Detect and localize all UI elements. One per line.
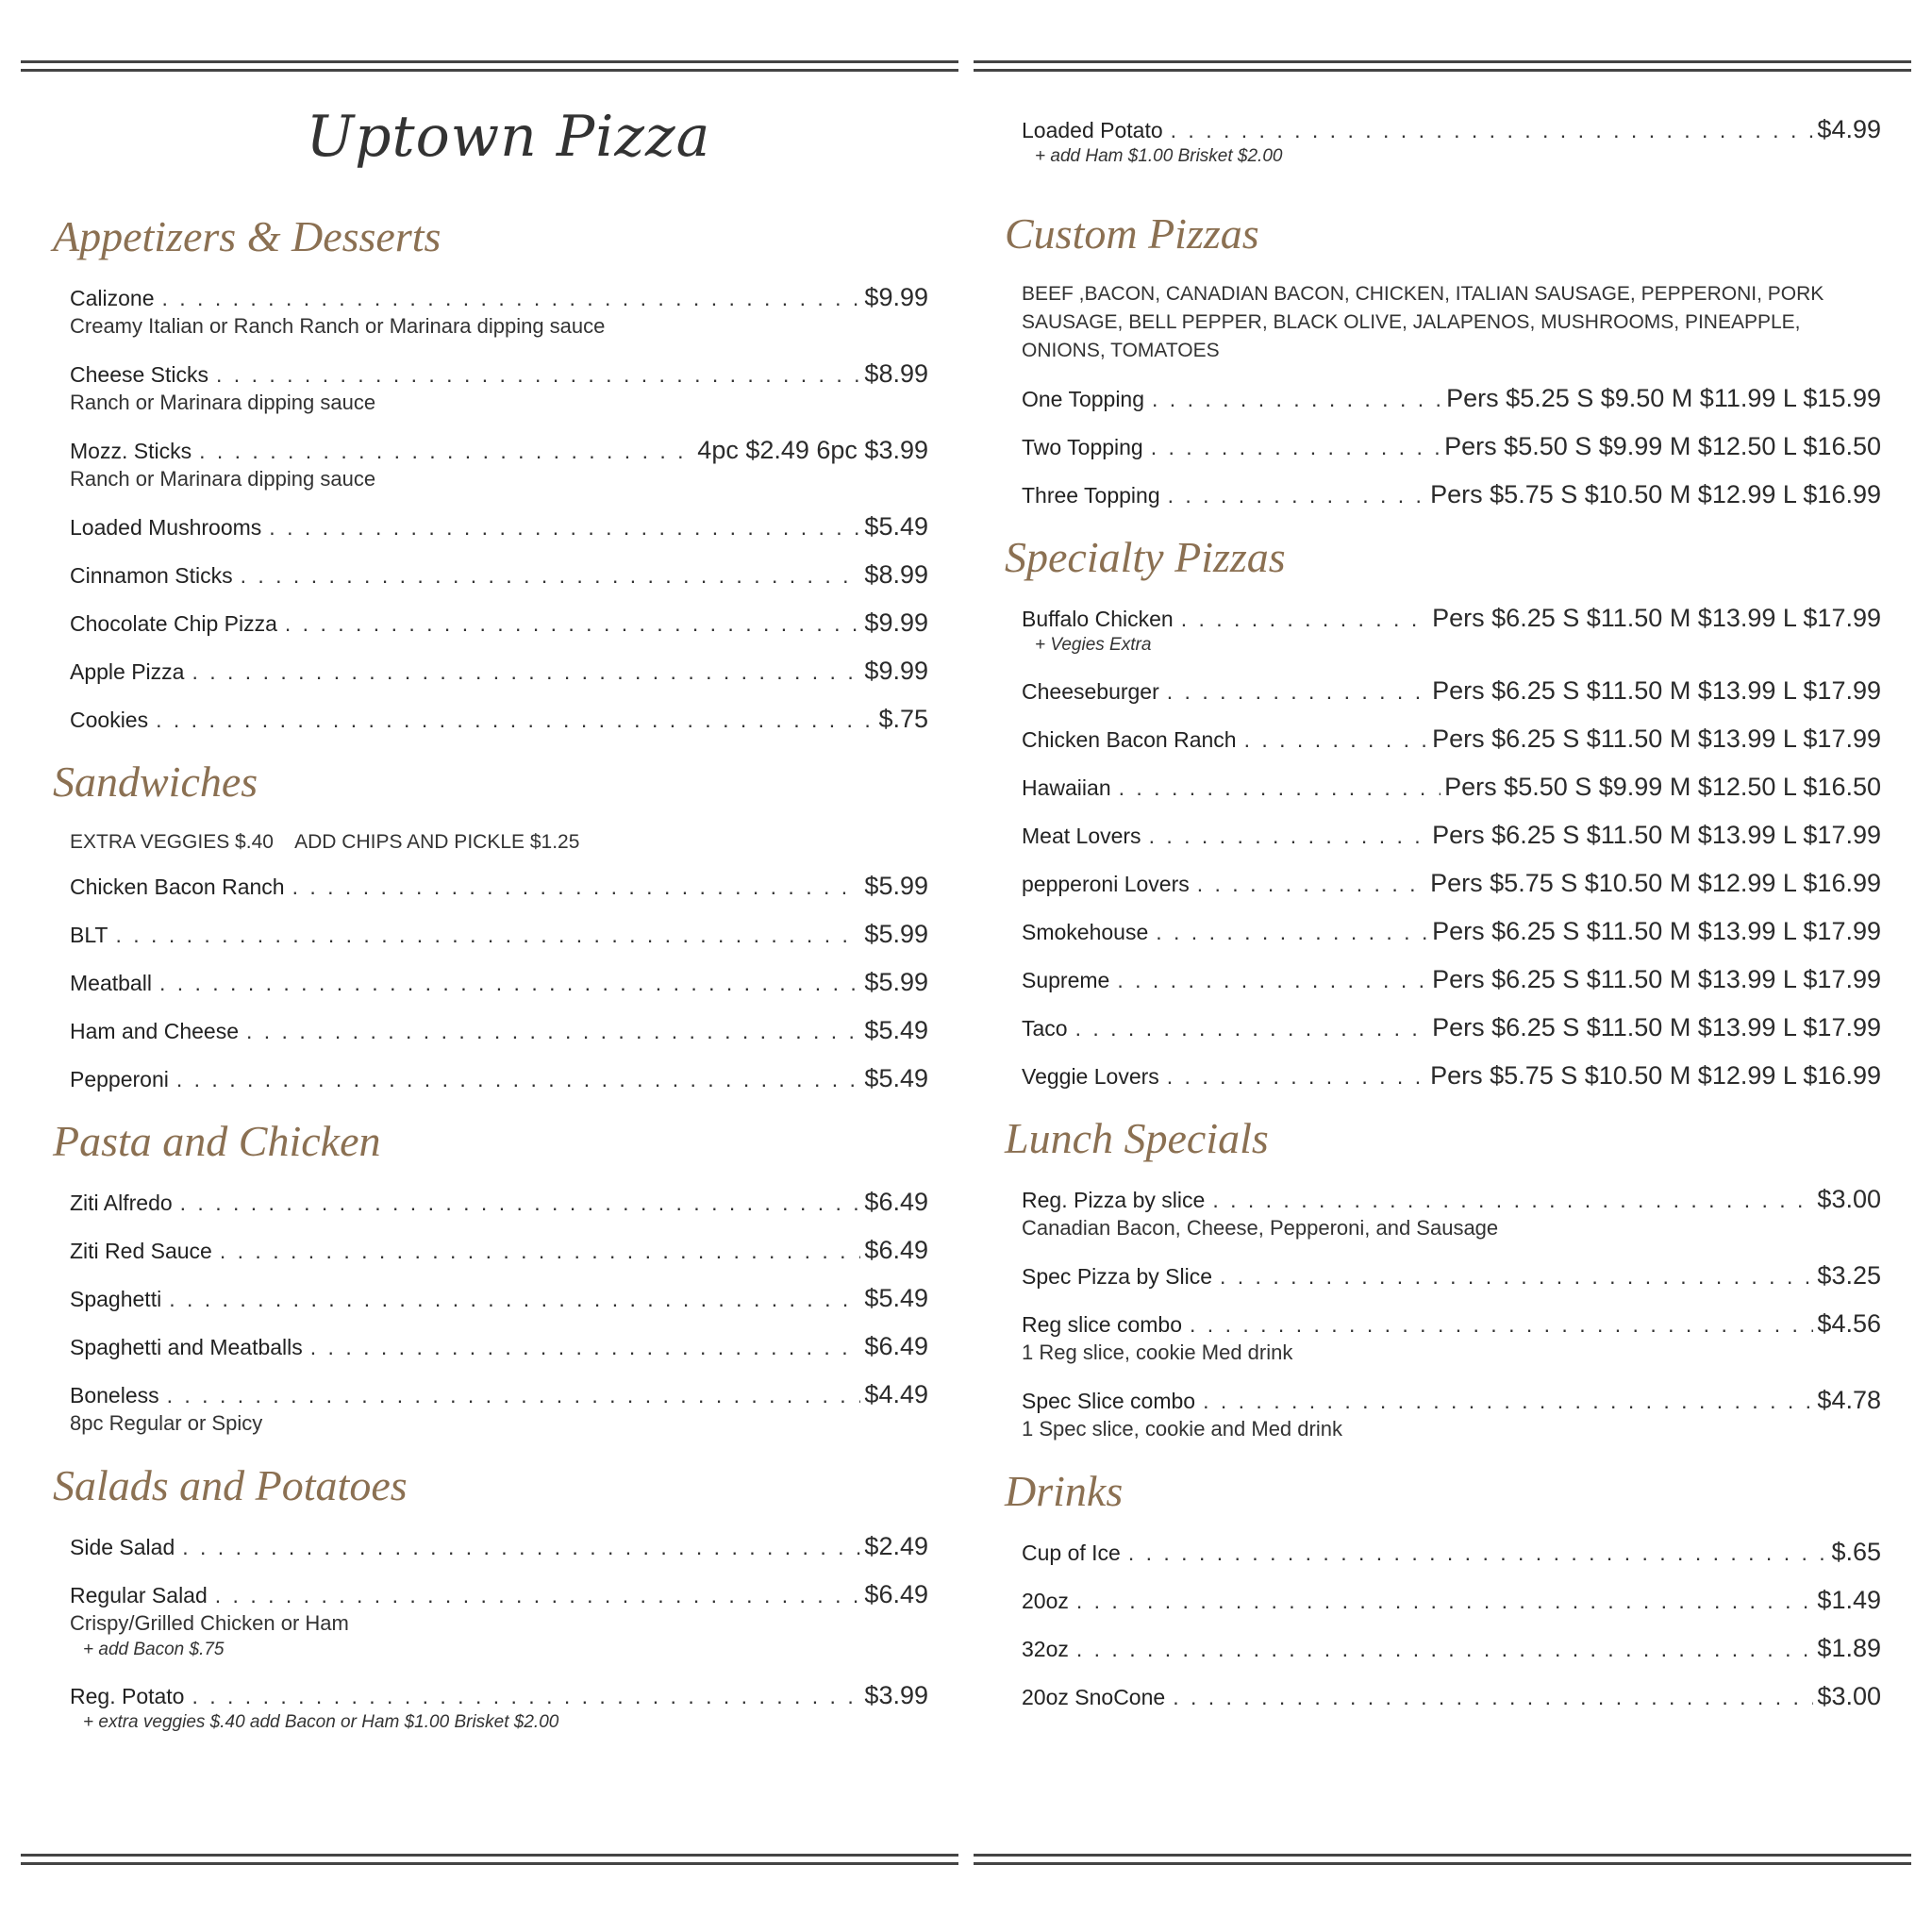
menu-item (1022, 1386, 1881, 1443)
leader-dots (269, 513, 860, 541)
item-price: $3.00 (1817, 1682, 1881, 1710)
item-name: Calizone (70, 286, 155, 310)
menu-item (1022, 1682, 1881, 1711)
leader-dots (1151, 433, 1441, 461)
menu-item (70, 1236, 928, 1265)
menu-item (1022, 1538, 1881, 1567)
leader-dots (1220, 1262, 1813, 1291)
item-price: Pers $6.25 S $11.50 M $13.99 L $17.99 (1432, 724, 1881, 753)
menu-item (1022, 676, 1881, 706)
section-specialty-pizzas (1005, 530, 1881, 1091)
item-description: 8pc Regular or Spicy (70, 1411, 263, 1435)
menu-item (70, 1380, 928, 1438)
item-note: + Vegies Extra (1035, 635, 1152, 655)
section-title-specialty-pizzas: Specialty Pizzas (1005, 533, 1286, 581)
custom-toppings-list: BEEF ,BACON, CANADIAN BACON, CHICKEN, ITALIAN SAUSAGE, PEPPERONI, PORK SAUSAGE, BELL PEPPER, BLACK OLIVE, JALAPENOS, MUSHROOMS, PINEAPPLE, ONIONS, TOMATOES (1022, 283, 1824, 361)
item-name: Buffalo Chicken (1022, 607, 1174, 631)
menu-item (70, 1064, 928, 1093)
menu-item (1022, 724, 1881, 754)
item-price: $5.49 (864, 512, 928, 541)
leader-dots (1152, 385, 1442, 413)
leader-dots (1076, 1587, 1814, 1615)
item-price: $8.99 (864, 560, 928, 589)
menu-item (1022, 1061, 1881, 1091)
item-price: $6.49 (864, 1332, 928, 1360)
leader-dots (1119, 774, 1441, 802)
item-name: Mozz. Sticks (70, 439, 192, 463)
menu-item-loaded-potato (1022, 115, 1881, 169)
item-description: Ranch or Marinara dipping sauce (70, 391, 376, 414)
top-rule-right (974, 60, 1911, 72)
item-name: Two Topping (1022, 435, 1143, 459)
item-description: Canadian Bacon, Cheese, Pepperoni, and Sausage (1022, 1216, 1499, 1240)
section-custom-pizzas (1005, 207, 1881, 509)
leader-dots (241, 561, 861, 590)
item-price: Pers $6.25 S $11.50 M $13.99 L $17.99 (1432, 676, 1881, 705)
item-name: Supreme (1022, 968, 1110, 992)
item-name: BLT (70, 923, 108, 947)
leader-dots (215, 1581, 861, 1609)
leader-dots (159, 969, 860, 997)
leader-dots (192, 658, 860, 686)
item-price: $9.99 (864, 283, 928, 311)
item-name: 20oz SnoCone (1022, 1685, 1166, 1709)
item-name: Pepperoni (70, 1067, 169, 1091)
leader-dots (216, 360, 860, 389)
item-name: Reg slice combo (1022, 1312, 1183, 1337)
item-name: 32oz (1022, 1637, 1069, 1661)
leader-dots (1117, 966, 1428, 994)
item-price: $6.49 (864, 1236, 928, 1264)
right-column (1005, 115, 1881, 1732)
menu-item (1022, 1013, 1881, 1042)
item-name: Chicken Bacon Ranch (1022, 727, 1237, 752)
section-salads (53, 1458, 928, 1735)
item-name: Side Salad (70, 1535, 175, 1559)
item-name: Cup of Ice (1022, 1541, 1121, 1565)
leader-dots (1128, 1539, 1828, 1567)
leader-dots (1167, 1062, 1426, 1091)
menu-item (70, 1681, 928, 1735)
leader-dots (310, 1333, 861, 1361)
item-price: $9.99 (864, 608, 928, 637)
section-title-pasta: Pasta and Chicken (53, 1117, 381, 1165)
bottom-rule-left (21, 1854, 958, 1865)
menu-item (70, 1284, 928, 1313)
leader-dots (162, 284, 861, 312)
item-price: $1.49 (1817, 1586, 1881, 1614)
item-description: Crispy/Grilled Chicken or Ham (70, 1611, 349, 1635)
item-description: Ranch or Marinara dipping sauce (70, 467, 376, 491)
item-price: $4.56 (1817, 1309, 1881, 1338)
menu-item (70, 1016, 928, 1045)
menu-item (70, 968, 928, 997)
item-price: Pers $5.50 S $9.99 M $12.50 L $16.50 (1444, 773, 1881, 801)
section-appetizers (53, 209, 928, 734)
menu-item (70, 920, 928, 949)
leader-dots (292, 873, 861, 901)
item-price: $5.49 (864, 1064, 928, 1092)
sandwiches-extras-note: EXTRA VEGGIES $.40 ADD CHIPS AND PICKLE $1.25 (70, 831, 580, 853)
menu-item (1022, 965, 1881, 994)
menu-item (70, 657, 928, 686)
item-price: $5.49 (864, 1284, 928, 1312)
item-price: $3.25 (1817, 1261, 1881, 1290)
item-name: Reg. Pizza by slice (1022, 1188, 1206, 1212)
item-name: Apple Pizza (70, 659, 185, 684)
item-price: $5.49 (864, 1016, 928, 1044)
leader-dots (1173, 1683, 1813, 1711)
leader-dots (1167, 677, 1428, 706)
item-name: Reg. Potato (70, 1684, 185, 1708)
leader-dots (1190, 1310, 1813, 1339)
item-price: $.75 (878, 705, 928, 733)
item-name: Chocolate Chip Pizza (70, 611, 277, 636)
item-name: Taco (1022, 1016, 1068, 1041)
menu-item (1022, 1185, 1881, 1242)
item-name: Ham and Cheese (70, 1019, 239, 1043)
leader-dots (246, 1017, 860, 1045)
item-name: Cheese Sticks (70, 362, 209, 387)
leader-dots (199, 437, 693, 465)
item-name: Cookies (70, 708, 149, 732)
menu-item (70, 1332, 928, 1361)
item-price: $5.99 (864, 920, 928, 948)
item-name: Hawaiian (1022, 775, 1111, 800)
item-name: Spaghetti and Meatballs (70, 1335, 303, 1359)
menu-item (1022, 917, 1881, 946)
section-sandwiches (53, 755, 928, 1093)
leader-dots (1171, 116, 1814, 144)
item-name: Ziti Red Sauce (70, 1239, 212, 1263)
item-name: Ziti Alfredo (70, 1191, 173, 1215)
section-title-drinks: Drinks (1005, 1467, 1124, 1515)
item-price: $3.99 (864, 1681, 928, 1709)
item-description: Creamy Italian or Ranch Ranch or Marinara dipping sauce (70, 314, 606, 338)
item-name: Smokehouse (1022, 920, 1149, 944)
item-price: Pers $5.75 S $10.50 M $12.99 L $16.99 (1430, 480, 1881, 508)
menu-item (1022, 869, 1881, 898)
leader-dots (169, 1285, 860, 1313)
item-price: $4.99 (1817, 115, 1881, 143)
menu-item (1022, 1309, 1881, 1367)
section-pasta (53, 1114, 928, 1438)
menu-item (1022, 773, 1881, 802)
leader-dots (1197, 870, 1426, 898)
item-name: Chicken Bacon Ranch (70, 874, 285, 899)
item-name: Regular Salad (70, 1583, 208, 1607)
leader-dots (1212, 1186, 1813, 1214)
menu-item (1022, 821, 1881, 850)
leader-dots (285, 609, 861, 638)
item-name: One Topping (1022, 387, 1145, 411)
menu-item (1022, 604, 1881, 658)
menu-item (70, 872, 928, 901)
menu-item (70, 283, 928, 341)
leader-dots (220, 1237, 861, 1265)
top-rule-left (21, 60, 958, 72)
item-name: 20oz (1022, 1589, 1069, 1613)
item-price: Pers $6.25 S $11.50 M $13.99 L $17.99 (1432, 917, 1881, 945)
menu-item (1022, 1634, 1881, 1663)
item-name: Boneless (70, 1383, 159, 1407)
menu-item (70, 560, 928, 590)
item-price: $5.99 (864, 872, 928, 900)
item-name: Cinnamon Sticks (70, 563, 233, 588)
item-description: 1 Reg slice, cookie Med drink (1022, 1341, 1293, 1364)
section-title-custom-pizzas: Custom Pizzas (1005, 209, 1259, 258)
menu-item (1022, 384, 1881, 413)
menu-item (70, 1580, 928, 1662)
menu-item (1022, 432, 1881, 461)
section-title-appetizers: Appetizers & Desserts (53, 212, 441, 260)
leader-dots (176, 1065, 861, 1093)
leader-dots (1149, 822, 1429, 850)
leader-dots (1075, 1014, 1429, 1042)
item-price: Pers $5.75 S $10.50 M $12.99 L $16.99 (1430, 869, 1881, 897)
left-column (53, 104, 928, 1756)
leader-dots (182, 1533, 860, 1561)
menu-item (70, 359, 928, 417)
leader-dots (1244, 725, 1429, 754)
item-note: + add Bacon $.75 (83, 1640, 225, 1659)
leader-dots (1203, 1387, 1813, 1415)
leader-dots (115, 921, 860, 949)
menu-item (70, 1188, 928, 1217)
item-price: 4pc $2.49 6pc $3.99 (697, 436, 928, 464)
item-price: $8.99 (864, 359, 928, 388)
item-name: pepperoni Lovers (1022, 872, 1190, 896)
item-price: $6.49 (864, 1580, 928, 1608)
item-name: Spec Slice combo (1022, 1389, 1196, 1413)
item-price: Pers $6.25 S $11.50 M $13.99 L $17.99 (1432, 604, 1881, 632)
leader-dots (1181, 605, 1428, 633)
item-price: $9.99 (864, 657, 928, 685)
menu-item (1022, 1586, 1881, 1615)
item-name: Cheeseburger (1022, 679, 1159, 704)
item-note: + add Ham $1.00 Brisket $2.00 (1035, 146, 1283, 166)
menu-item (70, 512, 928, 541)
item-note: + extra veggies $.40 add Bacon or Ham $1.00 Brisket $2.00 (83, 1712, 559, 1732)
item-price: $5.99 (864, 968, 928, 996)
item-price: $4.78 (1817, 1386, 1881, 1414)
leader-dots (1076, 1635, 1814, 1663)
item-name: Loaded Potato (1022, 118, 1163, 142)
leader-dots (192, 1682, 860, 1710)
item-price: Pers $5.75 S $10.50 M $12.99 L $16.99 (1430, 1061, 1881, 1090)
item-description: 1 Spec slice, cookie and Med drink (1022, 1417, 1342, 1441)
item-price: $.65 (1831, 1538, 1881, 1566)
item-name: Meatball (70, 971, 152, 995)
brand-title: Uptown Pizza (306, 104, 711, 170)
item-price: Pers $6.25 S $11.50 M $13.99 L $17.99 (1432, 821, 1881, 849)
menu-item (70, 705, 928, 734)
section-title-sandwiches: Sandwiches (53, 758, 258, 806)
item-price: $1.89 (1817, 1634, 1881, 1662)
menu-item (1022, 480, 1881, 509)
menu-item (70, 1532, 928, 1561)
leader-dots (1156, 918, 1428, 946)
item-price: $3.00 (1817, 1185, 1881, 1213)
item-price: $4.49 (864, 1380, 928, 1408)
item-name: Meat Lovers (1022, 824, 1141, 848)
item-price: $6.49 (864, 1188, 928, 1216)
item-name: Three Topping (1022, 483, 1160, 508)
menu-item (70, 436, 928, 493)
item-price: Pers $5.25 S $9.50 M $11.99 L $15.99 (1446, 384, 1881, 412)
item-price: Pers $6.25 S $11.50 M $13.99 L $17.99 (1432, 965, 1881, 993)
bottom-rule-right (974, 1854, 1911, 1865)
leader-dots (180, 1189, 861, 1217)
leader-dots (167, 1381, 861, 1409)
item-price: Pers $5.50 S $9.99 M $12.50 L $16.50 (1444, 432, 1881, 460)
item-name: Spaghetti (70, 1287, 162, 1311)
section-lunch-specials (1005, 1111, 1881, 1443)
section-title-lunch-specials: Lunch Specials (1005, 1114, 1269, 1162)
section-title-salads: Salads and Potatoes (53, 1461, 408, 1509)
item-price: Pers $6.25 S $11.50 M $13.99 L $17.99 (1432, 1013, 1881, 1041)
item-name: Spec Pizza by Slice (1022, 1264, 1212, 1289)
section-drinks (1005, 1464, 1881, 1711)
menu-item (70, 608, 928, 638)
leader-dots (156, 706, 874, 734)
leader-dots (1168, 481, 1427, 509)
item-price: $2.49 (864, 1532, 928, 1560)
menu-item (1022, 1261, 1881, 1291)
item-name: Loaded Mushrooms (70, 515, 262, 540)
item-name: Veggie Lovers (1022, 1064, 1159, 1089)
